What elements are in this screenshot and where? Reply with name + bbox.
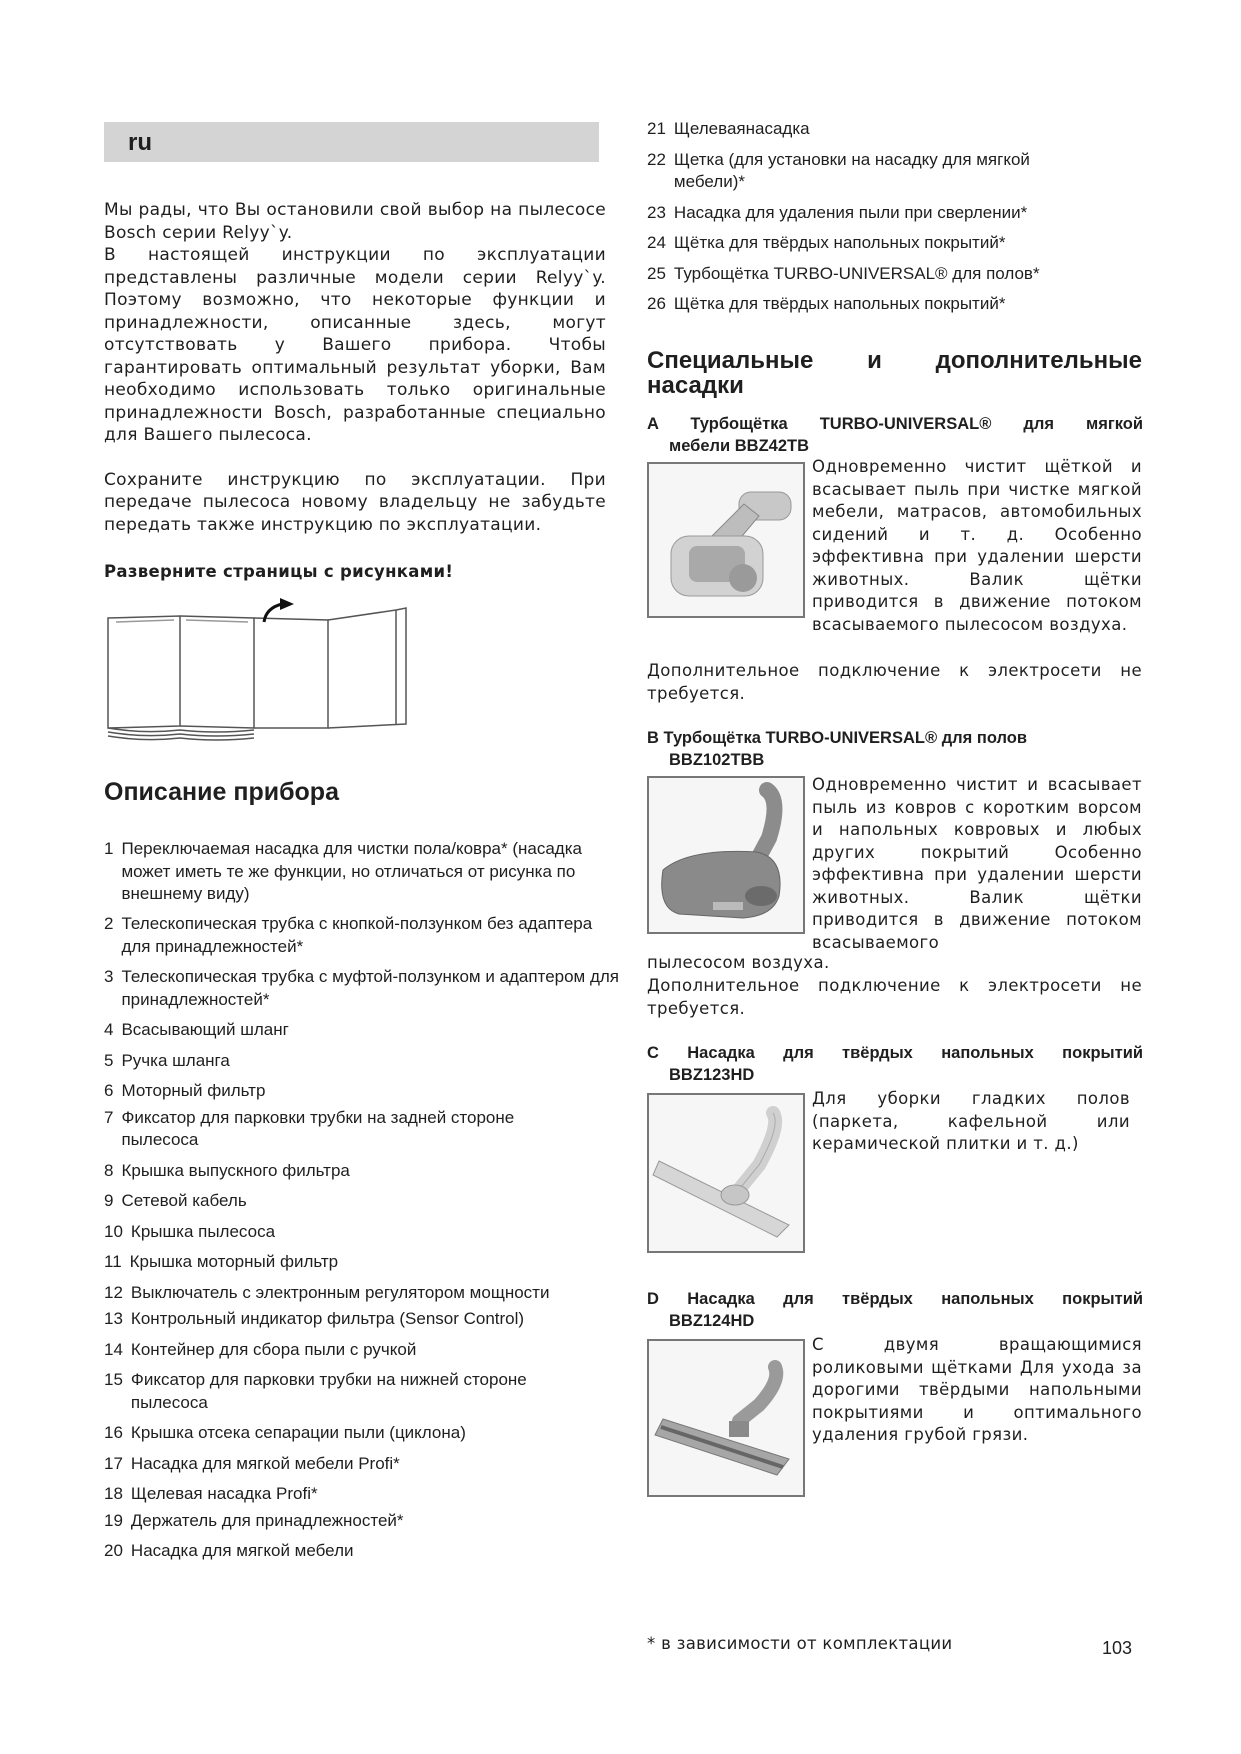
item-number: 22: [647, 149, 666, 169]
item-text: Крышка выпускного фильтра: [121, 1160, 350, 1180]
list-item: [104, 1483, 624, 1506]
accessory-c-title-line2: BBZ123HD: [669, 1066, 755, 1084]
intro-section: [104, 199, 606, 536]
item-text: Фиксатор для парковки трубки на нижней стороне пылесоса: [130, 1370, 527, 1412]
item-number: 26: [647, 294, 666, 313]
turbo-brush-upholstery-photo: [647, 462, 805, 618]
list-item: [104, 1540, 624, 1563]
list-item: [104, 1422, 624, 1445]
item-text: Контейнер для сбора пыли с ручкой: [130, 1339, 417, 1359]
item-number: 8: [104, 1160, 114, 1180]
list-item: [647, 232, 1147, 255]
list-item: [104, 1339, 624, 1362]
accessory-a-title-line2: мебели BBZ42TB: [669, 437, 810, 455]
list-item: [104, 1282, 624, 1305]
item-number: 13: [104, 1309, 123, 1328]
list-item: [104, 913, 624, 958]
device-description-title: Описание прибора: [104, 778, 339, 806]
item-number: 12: [104, 1282, 123, 1302]
item-number: 20: [104, 1541, 123, 1560]
device-parts-list: [104, 838, 624, 1563]
item-number: 5: [104, 1050, 114, 1070]
list-item: [104, 1221, 624, 1244]
intro-paragraph-1: Мы рады, что Вы остановили свой выбор на пылесосе Bosch серии Relyy`y.: [104, 200, 606, 243]
accessory-b-description-tail: пылесосом воздуха.: [647, 953, 830, 972]
item-text: Щётка для твёрдых напольных покрытий*: [673, 294, 1006, 313]
item-text: Крышка отсека сепарации пыли (циклона): [130, 1423, 466, 1442]
list-item: [104, 1190, 624, 1213]
item-number: 4: [104, 1020, 114, 1039]
page-number: 103: [1102, 1638, 1133, 1658]
list-item: [647, 149, 1147, 194]
item-text: Телескопическая трубка с муфтой-ползунком и адаптером для принадлежностей*: [121, 967, 620, 1009]
accessory-b-title-line2: BBZ102TBB: [669, 751, 765, 769]
list-item: [104, 1160, 624, 1183]
accessory-d-title-line1: D Насадка для твёрдых напольных покрытий: [647, 1290, 1143, 1308]
accessory-a-description: Одновременно чистит щёткой и всасывает пыль при чистке мягкой мебели, матрасов, автомобильных сидений и т. д. Особенно эффективна при удалении шерсти животных. Валик щётки приводится в движение потоком всасываемого пылесосом воздуха.: [812, 457, 1142, 634]
accessory-a-title: [647, 413, 1143, 457]
item-number: 21: [647, 119, 666, 138]
item-text: Щелеваянасадка: [673, 119, 810, 138]
footnote: * в зависимости от комплектации: [647, 1634, 953, 1653]
accessory-a-note: Дополнительное подключение к электросети не требуется.: [647, 661, 1142, 703]
item-number: 23: [647, 202, 666, 222]
item-number: 6: [104, 1081, 114, 1100]
accessory-c-title: [647, 1042, 1143, 1086]
item-text: Переключаемая насадка для чистки пола/ковра* (насадка может иметь те же функции, но отличаться от рисунка по внешнему виду): [121, 839, 582, 903]
item-text: Насадка для мягкой мебели Profi*: [130, 1453, 400, 1473]
unfold-note: Разверните страницы с рисунками!: [104, 562, 454, 581]
list-item: [104, 1107, 624, 1152]
item-number: 9: [104, 1191, 114, 1210]
item-text: Турбощётка TURBO-UNIVERSAL® для полов*: [673, 263, 1040, 283]
item-text: Крышка моторный фильтр: [129, 1252, 339, 1271]
item-number: 2: [104, 914, 114, 933]
device-parts-list-continued: [647, 118, 1147, 316]
list-item: [104, 1251, 624, 1274]
hard-floor-roller-nozzle-photo: [647, 1339, 805, 1497]
accessory-b-title: [647, 727, 1143, 771]
item-text: Держатель для принадлежностей*: [130, 1510, 404, 1530]
item-number: 7: [104, 1107, 114, 1127]
list-item: [647, 293, 1147, 316]
item-number: 16: [104, 1423, 123, 1442]
accessory-b-title-line1: B Турбощётка TURBO-UNIVERSAL® для полов: [647, 729, 1027, 747]
item-number: 3: [104, 967, 114, 986]
list-item: [647, 202, 1147, 225]
intro-paragraph-3: Сохраните инструкцию по эксплуатации. При передаче пылесоса новому владельцу не забудьте передать также инструкцию по эксплуатации.: [104, 469, 606, 535]
list-item: [104, 1019, 624, 1042]
accessory-d-title: [647, 1288, 1143, 1332]
item-text: Щелевая насадка Profi*: [130, 1484, 318, 1503]
item-number: 14: [104, 1339, 123, 1359]
item-text: Крышка пылесоса: [130, 1221, 276, 1241]
item-text: Сетевой кабель: [121, 1191, 247, 1210]
list-item: [104, 1080, 624, 1103]
item-text: Фиксатор для парковки трубки на задней стороне пылесоса: [121, 1107, 515, 1149]
item-number: 11: [104, 1252, 122, 1271]
list-item: [647, 118, 1147, 141]
item-text: Насадка для удаления пыли при сверлении*: [673, 202, 1028, 222]
accessory-d-title-line2: BBZ124HD: [669, 1312, 755, 1330]
accessory-a-title-line1: A Турбощётка TURBO-UNIVERSAL® для мягкой: [647, 415, 1143, 433]
item-number: 24: [647, 233, 666, 252]
turbo-brush-floor-photo: [647, 776, 805, 934]
accessories-title: Специальные и дополнительные насадки: [647, 347, 1142, 399]
item-text: Контрольный индикатор фильтра (Sensor Control): [130, 1309, 525, 1328]
accessory-b-description: Одновременно чистит и всасывает пыль из ковров с коротким ворсом и напольных ковровых и любых других покрытий Особенно эффективна при удалении шерсти животных. Валик щётки приводится в движение потоком всасываемого: [812, 775, 1142, 952]
item-text: Ручка шланга: [121, 1050, 230, 1070]
item-text: Телескопическая трубка с кнопкой-ползунком без адаптера для принадлежностей*: [121, 914, 593, 956]
list-item: [104, 838, 624, 905]
item-text: Щетка (для установки на насадку для мягкой мебели)*: [673, 149, 1030, 191]
item-number: 19: [104, 1510, 123, 1530]
list-item: [104, 1050, 624, 1073]
accessory-b-note: Дополнительное подключение к электросети не требуется.: [647, 976, 1142, 1018]
item-number: 17: [104, 1453, 123, 1473]
accessory-d-description: С двумя вращающимися роликовыми щётками Для ухода за дорогими твёрдыми напольными покрытиями и оптимального удаления грубой грязи.: [812, 1335, 1142, 1444]
language-bar: [104, 122, 599, 162]
list-item: [104, 966, 624, 1011]
item-number: 18: [104, 1484, 123, 1503]
list-item: [104, 1369, 624, 1414]
list-item: [104, 1510, 624, 1533]
item-text: Щётка для твёрдых напольных покрытий*: [673, 233, 1006, 252]
item-text: Всасывающий шланг: [121, 1020, 289, 1039]
hard-floor-nozzle-photo: [647, 1093, 805, 1253]
list-item: [104, 1453, 624, 1476]
list-item: [104, 1308, 624, 1331]
item-text: Моторный фильтр: [121, 1081, 266, 1100]
accessory-c-title-line1: C Насадка для твёрдых напольных покрытий: [647, 1044, 1143, 1062]
foldout-pages-illustration: [104, 598, 424, 748]
item-number: 10: [104, 1221, 123, 1241]
intro-paragraph-2: В настоящей инструкции по эксплуатации представлены различные модели серии Relyy`y. Поэтому возможно, что некоторые функции и принадлежности, описанные здесь, могут отсутствовать у Вашего прибора. Чтобы гарантировать оптимальный результат уборки, Вам необходимо использовать только оригинальные принадлежности Bosch, разработанные специально для Вашего пылесоса.: [104, 245, 606, 445]
item-number: 25: [647, 263, 666, 283]
accessory-c-description: Для уборки гладких полов (паркета, кафельной или керамической плитки и т. д.): [812, 1089, 1130, 1153]
item-text: Выключатель с электронным регулятором мощности: [130, 1282, 550, 1302]
language-code: ru: [128, 129, 152, 156]
list-item: [647, 263, 1147, 286]
item-text: Насадка для мягкой мебели: [130, 1541, 354, 1560]
item-number: 15: [104, 1370, 123, 1389]
item-number: 1: [104, 839, 114, 858]
